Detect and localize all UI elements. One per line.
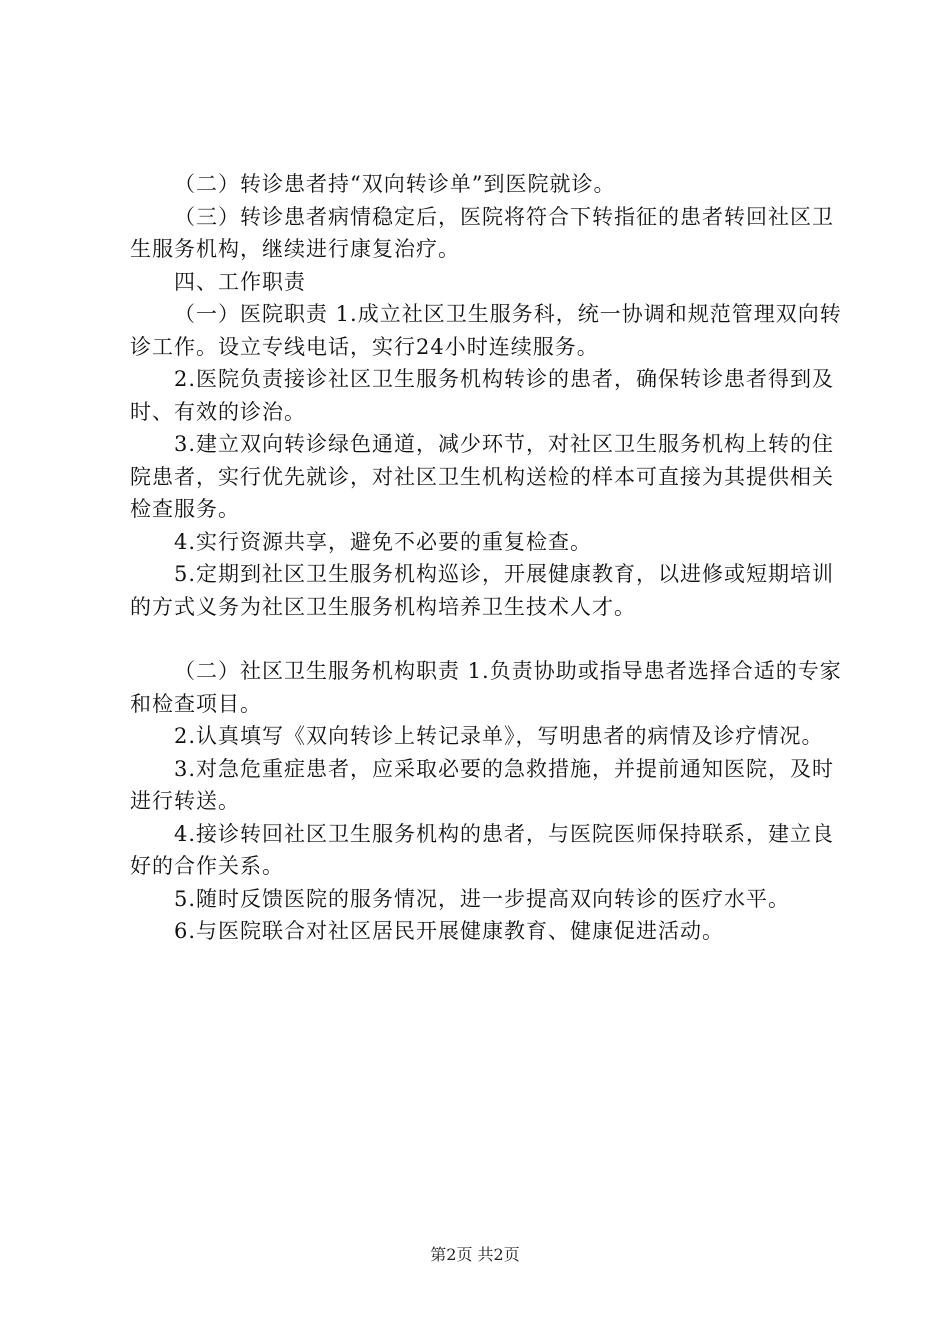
paragraph-transfer-back: （三）转诊患者病情稳定后，医院将符合下转指征的患者转回社区卫生服务机构，继续进行康复治疗。 [130, 204, 834, 261]
paragraph-hospital-duty-5: 5.定期到社区卫生服务机构巡诊，开展健康教育，以进修或短期培训的方式义务为社区卫生服务机构培养卫生技术人才。 [130, 562, 835, 619]
paragraph-community-duty-3: 3.对急危重症患者，应采取必要的急救措施，并提前通知医院，及时进行转送。 [130, 756, 835, 813]
paragraph-community-duty-1: （二）社区卫生服务机构职责 1.负责协助或指导患者选择合适的专家和检查项目。 [130, 659, 842, 716]
section-heading-duties: 四、工作职责 [174, 269, 306, 294]
paragraph-community-duty-6: 6.与医院联合对社区居民开展健康教育、健康促进活动。 [174, 919, 725, 943]
paragraph-hospital-duty-2: 2.医院负责接诊社区卫生服务机构转诊的患者，确保转诊患者得到及时、有效的诊治。 [130, 367, 835, 424]
paragraph-gap [130, 623, 850, 655]
document-body [130, 168, 850, 948]
paragraph-hospital-duty-4: 4.实行资源共享，避免不必要的重复检查。 [174, 529, 593, 554]
paragraph-community-duty-2: 2.认真填写《双向转诊上转记录单》，写明患者的病情及诊疗情况。 [174, 724, 824, 748]
page-number-footer: 第2页 共2页 [430, 1245, 520, 1264]
paragraph-community-duty-5: 5.随时反馈医院的服务情况，进一步提高双向转诊的医疗水平。 [174, 886, 791, 911]
paragraph-community-duty-4: 4.接诊转回社区卫生服务机构的患者，与医院医师保持联系，建立良好的合作关系。 [130, 821, 835, 878]
paragraph-hospital-duty-1: （一）医院职责 1.成立社区卫生服务科，统一协调和规范管理双向转诊工作。设立专线电话，实行24小时连续服务。 [130, 302, 842, 359]
paragraph-hospital-duty-3: 3.建立双向转诊绿色通道，减少环节，对社区卫生服务机构上转的住院患者，实行优先就诊，对社区卫生机构送检的样本可直接为其提供相关检查服务。 [130, 432, 835, 521]
paragraph-transfer-hold-form: （二）转诊患者持“双向转诊单”到医院就诊。 [174, 172, 616, 196]
